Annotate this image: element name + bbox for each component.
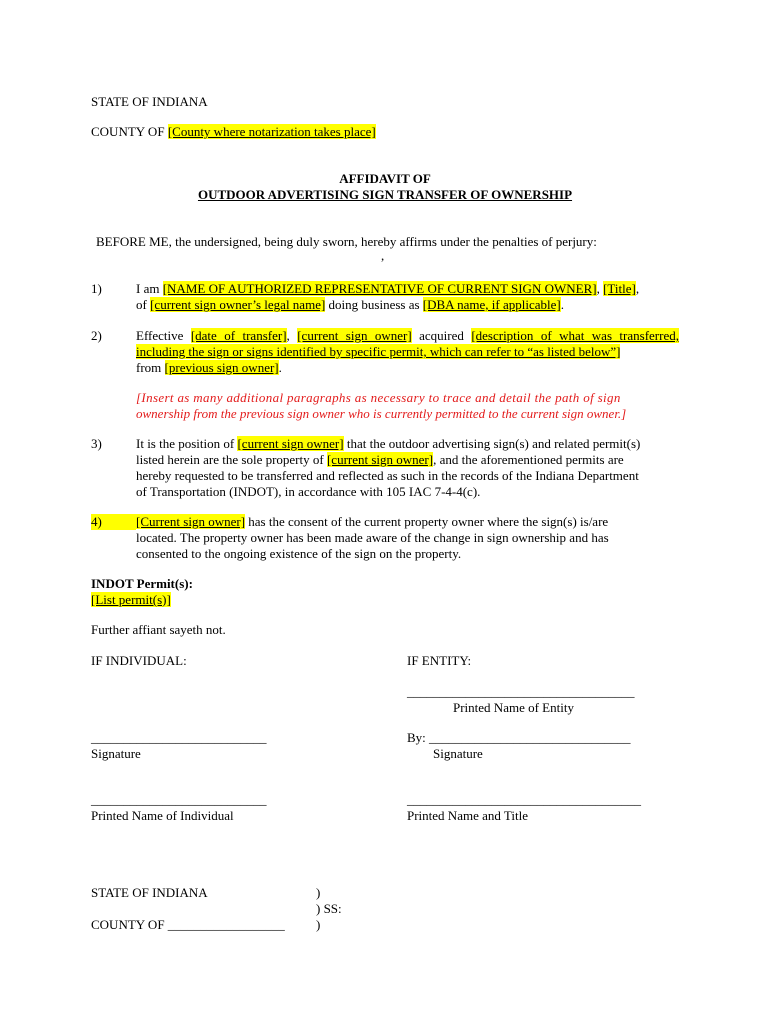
item-3-line-1 <box>136 436 640 452</box>
notary-ss: ) SS: <box>316 901 342 916</box>
item-2-text: , <box>286 328 298 343</box>
dba-field[interactable]: [DBA name, if applicable] <box>422 297 561 312</box>
item-2-number: 2) <box>91 328 102 343</box>
item-3-line-3: hereby requested to be transferred and reflected as such in the records of the Indiana Department <box>136 468 639 483</box>
title-line-1: AFFIDAVIT OF <box>339 171 431 186</box>
item-1-line-2 <box>136 297 564 313</box>
further-affiant: Further affiant sayeth not. <box>91 622 226 637</box>
current-owner-field[interactable]: [current sign owner] <box>297 328 412 343</box>
item-4-number: 4) <box>91 514 136 530</box>
title-field[interactable]: [Title] <box>603 281 636 296</box>
item-4-line-2: located. The property owner has been made aware of the change in sign ownership and has <box>136 530 609 545</box>
item-3-text: , and the aforementioned permits are <box>433 452 624 467</box>
entity-name-label: Printed Name of Entity <box>453 700 574 715</box>
county-prefix: COUNTY OF <box>91 124 168 139</box>
item-2-line-1 <box>136 328 679 344</box>
intro-comma: , <box>381 248 385 263</box>
item-4-line-1 <box>136 514 608 530</box>
item-3-number: 3) <box>91 436 102 451</box>
entity-heading: IF ENTITY: <box>407 653 472 668</box>
item-2-line-2 <box>136 344 620 360</box>
county-heading <box>91 124 376 140</box>
item-3-line-4: of Transportation (INDOT), in accordance with 105 IAC 7-4-4(c). <box>136 484 481 499</box>
individual-heading: IF INDIVIDUAL: <box>91 653 187 668</box>
permits-heading: INDOT Permit(s): <box>91 576 193 591</box>
current-owner-field[interactable]: [current sign owner] <box>237 436 344 451</box>
notary-paren-3: ) <box>316 917 321 932</box>
notary-paren-1: ) <box>316 885 321 900</box>
current-owner-field[interactable]: [Current sign owner] <box>136 514 246 529</box>
permits-field[interactable]: [List permit(s)] <box>91 592 171 607</box>
item-1-line-1 <box>136 281 639 297</box>
previous-owner-field[interactable]: [previous sign owner] <box>164 360 279 375</box>
entity-signature-label: Signature <box>433 746 483 761</box>
entity-by-signature-line[interactable]: By: _______________________________ <box>407 730 631 745</box>
current-owner-field[interactable]: [current sign owner] <box>326 452 434 467</box>
item-1-number: 1) <box>91 281 102 296</box>
legal-name-field[interactable]: [current sign owner’s legal name] <box>150 297 326 312</box>
title-line-2: OUTDOOR ADVERTISING SIGN TRANSFER OF OWNERSHIP <box>197 187 573 202</box>
item-4-text: has the consent of the current property owner where the sign(s) is/are <box>245 514 609 529</box>
item-1-text: I am <box>136 281 163 296</box>
transfer-description-field-cont[interactable]: including the sign or signs identified by specific permit, which can refer to “as listed below”] <box>136 344 621 359</box>
item-2-text: . <box>278 360 282 375</box>
item-2-text: Effective <box>136 328 191 343</box>
individual-signature-label: Signature <box>91 746 141 761</box>
county-field[interactable]: [County where notarization takes place] <box>167 124 376 139</box>
representative-name-field[interactable]: [NAME OF AUTHORIZED REPRESENTATIVE OF CURRENT SIGN OWNER] <box>162 281 597 296</box>
item-2-text: from <box>136 360 165 375</box>
individual-name-line[interactable]: ___________________________ <box>91 792 267 807</box>
insert-note-line-1: [Insert as many additional paragraphs as necessary to trace and detail the path of sign <box>136 390 621 405</box>
entity-title-line[interactable]: ____________________________________ <box>407 792 641 807</box>
state-heading: STATE OF INDIANA <box>91 94 208 109</box>
item-4-line-3: consented to the ongoing existence of the sign on the property. <box>136 546 462 561</box>
entity-name-line[interactable]: ___________________________________ <box>407 684 635 699</box>
item-1-text: of <box>136 297 151 312</box>
item-1-text: , <box>596 281 604 296</box>
transfer-description-field[interactable]: [description of what was transferred, <box>471 328 679 343</box>
transfer-date-field[interactable]: [date of transfer] <box>190 328 287 343</box>
item-1-text: , <box>635 281 640 296</box>
item-3-line-2 <box>136 452 624 468</box>
entity-title-label: Printed Name and Title <box>407 808 528 823</box>
item-3-text: listed herein are the sole property of <box>136 452 327 467</box>
individual-signature-line[interactable]: ___________________________ <box>91 730 267 745</box>
notary-county[interactable]: COUNTY OF __________________ <box>91 917 285 932</box>
item-1-text: doing business as <box>325 297 423 312</box>
item-3-text: It is the position of <box>136 436 238 451</box>
item-2-line-3 <box>136 360 282 376</box>
item-2-text: acquired <box>411 328 472 343</box>
item-1-text: . <box>560 297 564 312</box>
individual-name-label: Printed Name of Individual <box>91 808 234 823</box>
intro-text: BEFORE ME, the undersigned, being duly sworn, hereby affirms under the penalties of perjury: <box>96 234 597 249</box>
notary-state: STATE OF INDIANA <box>91 885 208 900</box>
permits-line <box>91 592 171 608</box>
item-3-text: that the outdoor advertising sign(s) and related permit(s) <box>343 436 641 451</box>
insert-note-line-2: ownership from the previous sign owner who is currently permitted to the current sign owner.] <box>136 406 627 421</box>
